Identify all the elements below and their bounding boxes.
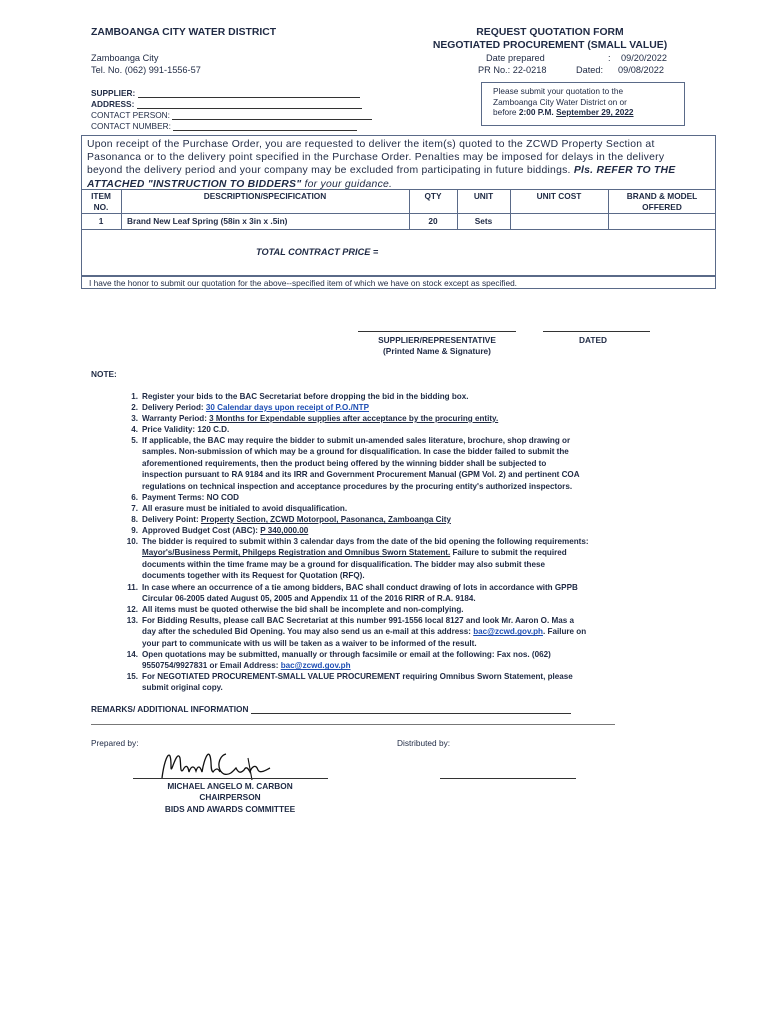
note-line: documents within the time frame may be a ground for disqualification. The bidder may also submit these — [142, 559, 545, 569]
note-text — [142, 402, 683, 413]
note-num: 14. — [126, 650, 138, 659]
note-underlined: Property Section, ZCWD Motorpool, Pasonanca, Zamboanga City — [200, 515, 451, 524]
date-signature-line — [543, 331, 650, 332]
date-prepared-colon: : — [608, 53, 611, 63]
note-num: 3. — [131, 414, 138, 423]
supplier-sign-label — [358, 335, 516, 358]
note-num: 13. — [126, 616, 138, 625]
note-line: If applicable, the BAC may require the bidder to submit un-amended sales literature, brochure, shop drawing or — [142, 436, 571, 445]
remarks-line-1 — [251, 704, 571, 714]
note-text: All items must be quoted otherwise the bid shall be incomplete and non-complying. — [142, 605, 464, 614]
honor-statement: I have the honor to submit our quotation for the above--specified item of which we have on stock except as specified. — [89, 278, 517, 288]
note-num: 10. — [126, 537, 138, 546]
note-line: Circular 06-2005 dated August 05, 2005 and Appendix 11 of the 2016 RIRR of R.A. 9184. — [142, 594, 476, 604]
intro-line-1: Upon receipt of the Purchase Order, you are requested to deliver the item(s) quoted to the ZCWD Property Section at — [87, 139, 655, 150]
note-text — [142, 671, 683, 694]
dated-value: 09/08/2022 — [618, 65, 664, 75]
submit-before: before — [493, 107, 519, 117]
intro-line-3 — [87, 164, 711, 177]
note-num: 5. — [131, 436, 138, 445]
note-line: For NEGOTIATED PROCUREMENT-SMALL VALUE PROCUREMENT requiring Omnibus Sworn Statement, please — [142, 672, 573, 681]
note-num: 2. — [131, 403, 138, 412]
contact-number-line — [173, 121, 357, 131]
note-text — [142, 615, 683, 649]
note-text: Register your bids to the BAC Secretariat before dropping the bid in the bidding box. — [142, 392, 469, 401]
note-text: Payment Terms: NO COD — [142, 493, 239, 502]
note-num: 7. — [131, 504, 138, 513]
supplier-line — [138, 88, 360, 98]
supplier-field[interactable] — [91, 88, 360, 98]
intro-line-3-text: beyond the delivery period and your company may be excluded from participating in future biddings. — [87, 165, 571, 177]
submit-line-1: Please submit your quotation to the — [493, 86, 624, 96]
submit-deadline: September 29, 2022 — [556, 107, 634, 117]
prepared-signature-line — [133, 778, 328, 779]
row-item-no: 1 — [98, 216, 104, 226]
date-prepared-label: Date prepared — [486, 53, 545, 63]
th-brand-2: OFFERED — [642, 202, 682, 212]
note-prefix: day after the scheduled Bid Opening. You may also send us an e-mail at this address: — [142, 627, 474, 637]
note-line: your part to communicate with us will be taken as a waiver to be informed of the result. — [142, 638, 477, 648]
signatory-block — [130, 781, 330, 815]
note-line: Open quotations may be submitted, manually or through facsimile or email at the following: Fax nos. (062) — [142, 650, 551, 659]
remarks-line-2 — [91, 724, 615, 725]
th-brand-1: BRAND & MODEL — [626, 191, 698, 201]
note-num: 15. — [126, 672, 138, 681]
submit-notice-box — [481, 82, 685, 126]
submit-time: 2:00 P.M. — [518, 107, 554, 117]
note-prefix: 9550754/9927831 or Email Address: — [142, 661, 281, 671]
submit-line-2: Zamboanga City Water District on or — [493, 96, 627, 107]
contact-person-line — [172, 110, 372, 120]
org-name: ZAMBOANGA CITY WATER DISTRICT — [91, 27, 277, 38]
contact-person-field[interactable] — [91, 110, 372, 120]
note-line: samples. Non-submission of which may be a ground for disqualification. In case the bidder failed to submit the — [142, 447, 569, 457]
note-num: 1. — [131, 392, 138, 401]
email-link[interactable]: bac@zcwd.gov.ph — [473, 627, 543, 637]
note-num: 12. — [126, 605, 138, 614]
pr-number: PR No.: 22-0218 — [478, 65, 547, 75]
note-text — [142, 649, 683, 672]
note-text — [142, 536, 683, 582]
note-prefix: Warranty Period: — [142, 414, 210, 423]
supplier-signature-line — [358, 331, 516, 332]
th-unit-cost: UNIT COST — [536, 191, 582, 201]
notes-title: NOTE: — [91, 369, 117, 379]
note-line: For Bidding Results, please call BAC Secretariat at this number 991-1556 local 8127 and look Mr. Aaron O. Mas a — [142, 616, 574, 625]
note-underlined: P 340,000.00 — [260, 526, 309, 535]
distributed-signature-line — [440, 778, 576, 779]
note-prefix: Delivery Point: — [142, 515, 201, 524]
note-num: 8. — [131, 515, 138, 524]
note-line: submit original copy. — [142, 683, 223, 693]
handwritten-signature — [140, 746, 290, 786]
org-tel: Tel. No. (062) 991-1556-57 — [91, 65, 201, 75]
note-text — [142, 435, 683, 492]
note-line: inspection pursuant to RA 9184 and its IRR and Government Procurement Manual (GPM Vol. 2) and pertinent COA — [142, 470, 580, 480]
note-line: regulations on technical inspection and acceptance procedures by the procuring entity's authorized inspectors. — [142, 481, 573, 491]
note-rest: . Failure on — [543, 627, 587, 637]
th-qty: QTY — [424, 191, 442, 201]
note-rest: Failure to submit the required — [450, 548, 567, 558]
intro-refer: Pls. REFER TO THE — [573, 165, 676, 177]
note-num: 4. — [131, 425, 138, 434]
note-text — [142, 525, 683, 536]
date-prepared-value: 09/20/2022 — [621, 53, 667, 63]
supplier-label: SUPPLIER: — [91, 88, 136, 98]
signatory-name: MICHAEL ANGELO M. CARBON — [167, 781, 293, 791]
submit-line-3 — [493, 107, 684, 118]
note-prefix: Delivery Period: — [142, 403, 206, 412]
dated-sign-label: DATED — [579, 335, 607, 345]
note-text — [142, 413, 683, 424]
th-item-no — [81, 191, 121, 213]
org-city: Zamboanga City — [91, 53, 159, 63]
email-link[interactable]: bac@zcwd.gov.ph — [280, 661, 351, 671]
note-prefix: Approved Budget Cost (ABC): — [142, 526, 261, 535]
row-description: Brand New Leaf Spring (58in x 3in x .5in) — [127, 216, 288, 226]
remarks-field[interactable] — [91, 704, 571, 714]
note-line: In case where an occurrence of a tie among bidders, BAC shall conduct drawing of lots in accordance with GPPB — [142, 583, 578, 592]
note-line: aforementioned requirements, then the product being offered by the winning bidder shall be subjected to — [142, 458, 547, 468]
note-num: 9. — [131, 526, 138, 535]
note-underlined: Mayor's/Business Permit, Philgeps Registration and Omnibus Sworn Statement. — [142, 548, 451, 558]
contact-number-field[interactable] — [91, 121, 357, 131]
intro-attached: ATTACHED "INSTRUCTION TO BIDDERS" — [87, 178, 302, 190]
prepared-by-label: Prepared by: — [91, 738, 139, 748]
distributed-by-label: Distributed by: — [397, 738, 451, 748]
intro-paragraph — [87, 138, 711, 191]
signatory-committee: BIDS AND AWARDS COMMITTEE — [164, 803, 296, 814]
th-item-2: NO. — [93, 202, 109, 212]
note-line — [142, 547, 683, 558]
total-contract-price-label: TOTAL CONTRACT PRICE = — [256, 247, 379, 257]
contact-person-label: CONTACT PERSON: — [91, 110, 170, 120]
supplier-sign-label-2: (Printed Name & Signature) — [383, 346, 491, 357]
th-description: DESCRIPTION/SPECIFICATION — [203, 191, 327, 201]
row-qty: 20 — [428, 216, 438, 226]
th-brand — [608, 191, 716, 213]
contact-number-label: CONTACT NUMBER: — [91, 121, 171, 131]
note-text: Price Validity: 120 C.D. — [142, 425, 230, 434]
signatory-title: CHAIRPERSON — [199, 792, 261, 803]
note-line — [142, 626, 683, 637]
intro-line-2: Pasonanca or to the delivery point specified in the Purchase Order. Penalties may be imposed for delays in the delivery — [87, 152, 665, 164]
th-unit: UNIT — [473, 191, 494, 201]
remarks-label: REMARKS/ ADDITIONAL INFORMATION — [91, 704, 249, 714]
note-text — [142, 582, 683, 605]
note-text: All erasure must be initialed to avoid disqualification. — [142, 504, 348, 513]
form-subtitle: NEGOTIATED PROCUREMENT (SMALL VALUE) — [432, 40, 668, 51]
address-field[interactable] — [91, 99, 362, 109]
note-num: 11. — [127, 583, 138, 592]
form-title: REQUEST QUOTATION FORM — [476, 27, 624, 38]
intro-guidance: for your guidance. — [304, 178, 393, 190]
row-unit: Sets — [474, 216, 493, 226]
note-text — [142, 514, 683, 525]
dated-label: Dated: — [576, 65, 604, 75]
th-item-1: ITEM — [91, 191, 111, 201]
note-line: The bidder is required to submit within 3 calendar days from the date of the bid opening the following requirements: — [142, 537, 589, 546]
delivery-period-link[interactable]: 30 Calendar days upon receipt of P.O./NTP — [205, 403, 370, 412]
address-label: ADDRESS: — [91, 99, 135, 109]
honor-statement-box — [81, 276, 716, 289]
note-underlined: 3 Months for Expendable supplies after acceptance by the procuring entity. — [209, 414, 499, 423]
note-line: documents together with its Request for Quotation (RFQ). — [142, 571, 365, 581]
note-num: 6. — [131, 493, 138, 502]
td-cost-cell — [511, 214, 609, 229]
supplier-sign-label-1: SUPPLIER/REPRESENTATIVE — [378, 335, 496, 345]
address-line — [137, 99, 362, 109]
total-row — [81, 230, 716, 276]
